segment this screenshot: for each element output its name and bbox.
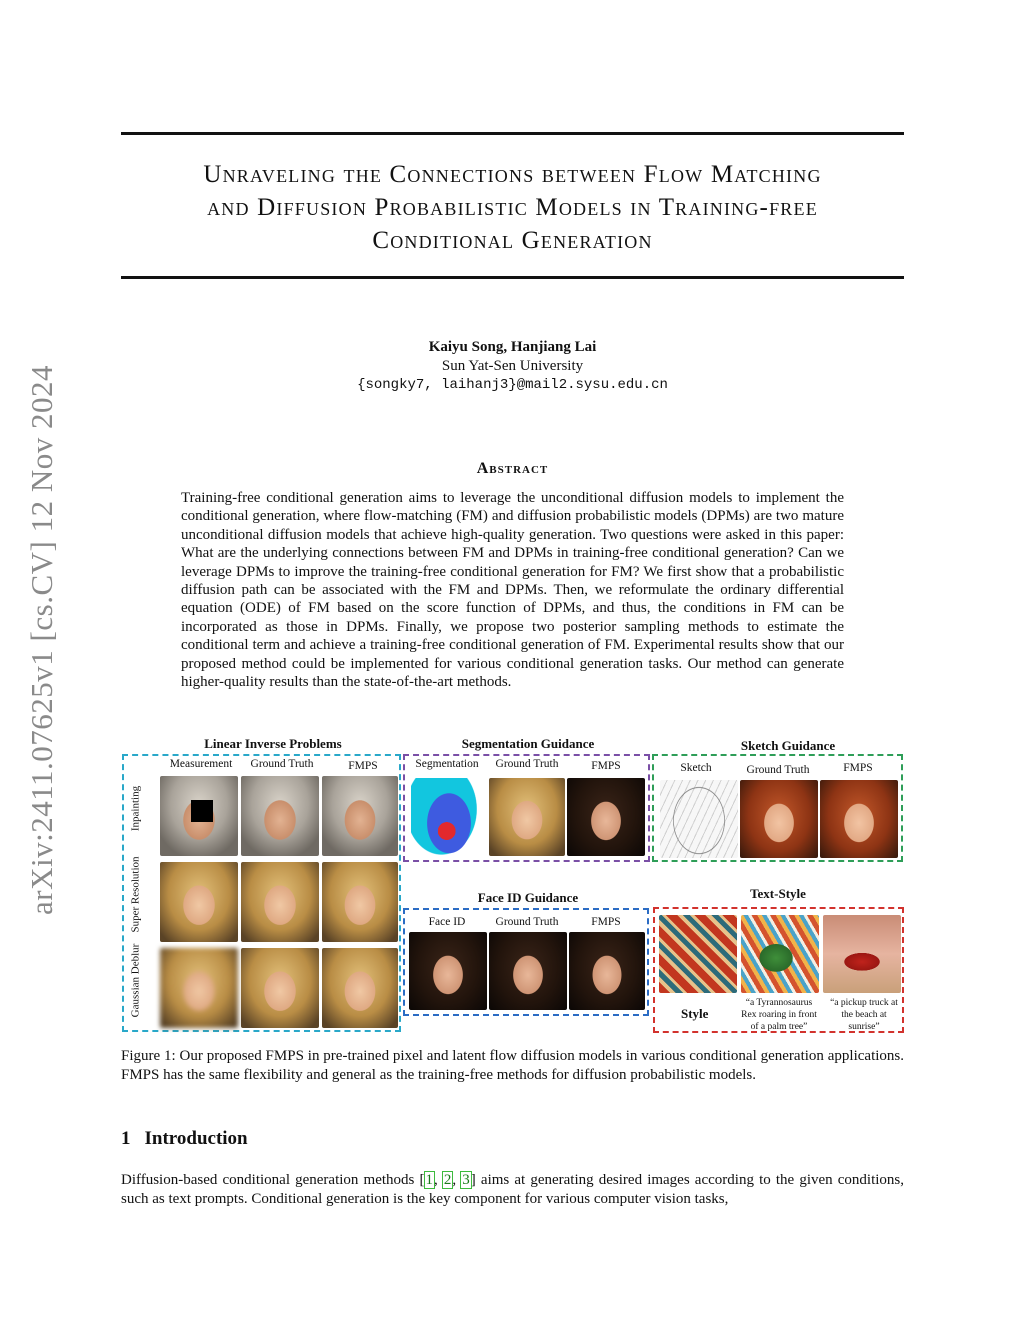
segmentation-panel: [403, 754, 650, 862]
section-number: 1: [121, 1128, 131, 1149]
style-label: Style: [681, 1006, 709, 1021]
inpainting-measurement-image: [160, 776, 238, 856]
intro-text-start: Diffusion-based conditional generation methods: [121, 1172, 420, 1188]
sketch-fmps-image: [820, 780, 898, 858]
row-label-super-resolution: Super Resolution: [129, 856, 142, 933]
title-line-3: Conditional Generation: [372, 227, 653, 254]
trex-styled-image: [741, 915, 819, 993]
segmentation-ground-truth-image: [489, 778, 565, 856]
segmentation-fmps-image: [567, 778, 645, 856]
arxiv-identifier[interactable]: arXiv:2411.07625v1 [cs.CV] 12 Nov 2024: [24, 365, 59, 915]
truck-styled-image: [823, 915, 901, 993]
title-rule-bottom: [121, 276, 904, 279]
sketch-input-image: [660, 780, 738, 858]
author-block: [121, 338, 904, 395]
inpainting-mask: [191, 800, 213, 822]
introduction-text: Diffusion-based conditional generation methods [1, 2, 3] aims at generating desired images according to the given conditions, such as text prompts. Conditional generation is the key component for various computer vision tasks,: [121, 1172, 905, 1207]
col-label-ground-truth: Ground Truth: [250, 758, 314, 770]
section-heading-introduction: [121, 1128, 248, 1150]
super-resolution-measurement-image: [160, 862, 238, 942]
title-line-1: Unraveling the Connections between Flow Matching: [203, 161, 822, 188]
face-id-input-image: [409, 932, 487, 1010]
col-label-segmentation: Segmentation: [415, 758, 479, 770]
col-label-sketch: Sketch: [680, 762, 712, 774]
author-names: Kaiyu Song, Hanjiang Lai: [428, 339, 597, 355]
linear-inverse-panel: [122, 754, 401, 1032]
abstract-text: Training-free conditional generation aims to leverage the unconditional diffusion models to implement the conditional generation, where flow-matching (FM) and diffusion probabilistic models (DPMs) are two mature unconditional diffusion models that achieve high-quality generation. Two questions were asked in this paper: What are the underlying connections between FM and DPMs in training-free conditional generation? Can we leverage DPMs to improve the training-free conditional generation for FM? We first show that a probabilistic diffusion path can be associated with the FM and DPMs. Then, we reformulate the ordinary differential equation (ODE) of FM based on the score function of DPMs, and thus, the conditions in FM can be incorporated as those in DPMs. Finally, we propose two posterior sampling methods to estimate the conditional term and achieve a training-free conditional generation of FM. Experimental results show that our proposed method could be implemented for various conditional generation tasks. Our method can generate higher-quality results than the state-of-the-art methods.: [181, 490, 844, 691]
col-label-ground-truth: Ground Truth: [495, 758, 559, 770]
deblur-measurement-image: [160, 948, 238, 1028]
section-title: Introduction: [144, 1128, 248, 1149]
text-style-panel: [653, 907, 904, 1033]
row-label-inpainting: Inpainting: [129, 785, 142, 832]
title-rule-top: [121, 132, 904, 135]
style-reference-image: [659, 915, 737, 993]
sketch-panel: [652, 754, 903, 862]
citation-link-2[interactable]: 2: [443, 1172, 452, 1188]
paper-title: [121, 158, 904, 257]
citation-link-3[interactable]: 3: [462, 1172, 470, 1188]
col-label-fmps: FMPS: [591, 916, 621, 928]
inpainting-fmps-image: [322, 776, 398, 856]
sketch-ground-truth-image: [740, 780, 818, 858]
figure-caption: Figure 1: Our proposed FMPS in pre-trained pixel and latent flow diffusion models in various conditional generation applications. FMPS has the same flexibility and general as the training-free methods for diffusion probabilistic models.: [121, 1048, 904, 1083]
inpainting-ground-truth-image: [241, 776, 319, 856]
abstract-heading: Abstract: [476, 460, 549, 477]
super-resolution-fmps-image: [322, 862, 398, 942]
linear-inverse-title: Linear Inverse Problems: [204, 736, 342, 751]
citation-link-1[interactable]: 1: [425, 1172, 433, 1188]
col-label-ground-truth: Ground Truth: [495, 916, 559, 928]
title-line-2: and Diffusion Probabilistic Models in Training-free: [207, 194, 818, 221]
col-label-ground-truth: Ground Truth: [746, 764, 810, 776]
super-resolution-ground-truth-image: [241, 862, 319, 942]
face-id-ground-truth-image: [489, 932, 567, 1010]
col-label-fmps: FMPS: [348, 760, 378, 772]
row-label-gaussian-deblur: Gaussian Deblur: [129, 943, 142, 1018]
figure-1: [118, 732, 908, 1037]
deblur-fmps-image: [322, 948, 398, 1028]
author-email[interactable]: {songky7, laihanj3}@mail2.sysu.edu.cn: [357, 377, 668, 393]
author-affiliation: Sun Yat-Sen University: [441, 358, 584, 374]
sketch-title: Sketch Guidance: [740, 738, 836, 753]
col-label-fmps: FMPS: [591, 760, 621, 772]
col-label-fmps: FMPS: [843, 762, 873, 774]
truck-prompt: “a pickup truck at the beach at sunrise”: [830, 998, 898, 1032]
deblur-ground-truth-image: [241, 948, 319, 1028]
intro-text-rest: aims at generating desired images according to the given conditions, such as text prompts. Conditional generation is the key component for various computer vision tasks,: [121, 1172, 905, 1207]
segmentation-title: Segmentation Guidance: [461, 736, 595, 751]
face-id-title: Face ID Guidance: [477, 890, 579, 905]
segmentation-map-image: [411, 778, 487, 856]
face-id-panel: [403, 908, 649, 1016]
col-label-measurement: Measurement: [169, 758, 233, 770]
text-style-title: Text-Style: [750, 886, 806, 901]
trex-prompt: “a Tyrannosaurus Rex roaring in front of a palm tree”: [741, 998, 817, 1032]
face-id-fmps-image: [569, 932, 645, 1010]
col-label-face-id: Face ID: [428, 916, 466, 928]
